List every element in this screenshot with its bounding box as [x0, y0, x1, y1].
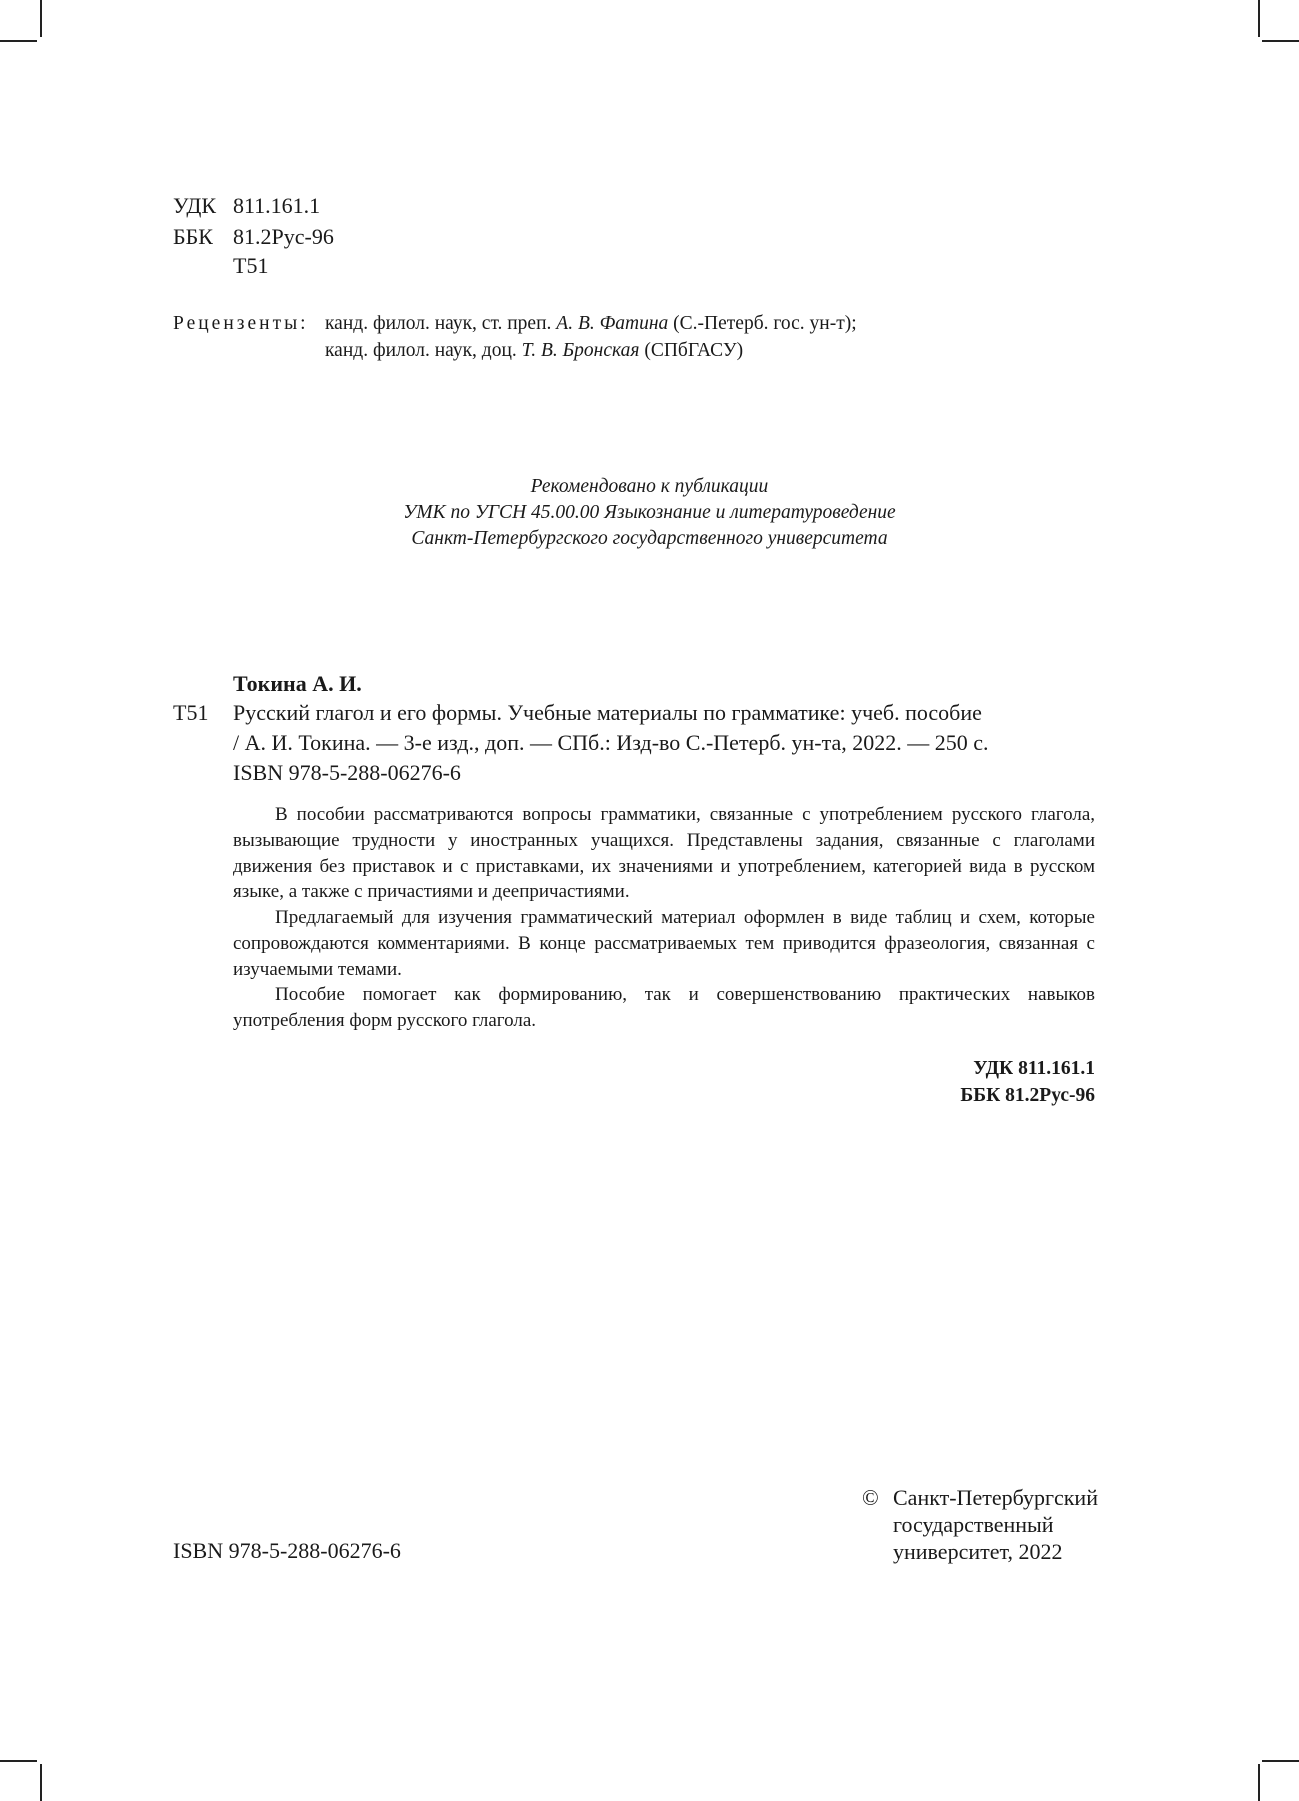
reviewer-1-degree: канд. филол. наук, ст. преп.: [325, 313, 552, 334]
reviewer-1-name: А. В. Фатина: [556, 313, 669, 334]
copyright-line-2: государственный: [893, 1512, 1054, 1537]
book-mark: Т51: [173, 700, 209, 725]
reviewer-2-degree: канд. филол. наук, доц.: [325, 340, 517, 361]
abstract-paragraph-2: Предлагаемый для изучения грамматический материал оформлен в виде таблиц и схем, которые сопровождаются комментариями. В конце рассматриваемых тем приводится фразеология, связанная с изучаемыми темами.: [233, 907, 1095, 980]
index-udk: УДК 811.161.1: [973, 1058, 1095, 1079]
recommendation-line-2: УМК по УГСН 45.00.00 Языкознание и литературоведение: [403, 502, 896, 523]
book-title-line: Русский глагол и его формы. Учебные материалы по грамматике: учеб. пособие: [233, 700, 982, 725]
crop-mark-top-left-vertical: [40, 0, 42, 37]
bbk-label: ББК: [173, 224, 213, 249]
crop-mark-top-right-vertical: [1258, 0, 1260, 37]
reviewer-1-affiliation: (С.-Петерб. гос. ун-т);: [673, 313, 857, 334]
abstract-paragraph-3: Пособие помогает как формированию, так и совершенствованию практических навыков употребления форм русского глагола.: [233, 984, 1095, 1031]
copyright-line-1: Санкт-Петербургский: [893, 1485, 1098, 1510]
index-bbk: ББК 81.2Рус-96: [960, 1085, 1095, 1106]
author-mark: Т51: [233, 253, 269, 278]
book-imprint-line: / А. И. Токина. — 3-е изд., доп. — СПб.: Изд-во С.-Петерб. ун-та, 2022. — 250 с.: [233, 730, 989, 755]
abstract-paragraph-1: В пособии рассматриваются вопросы грамматики, связанные с употреблением русского глагола, вызывающие трудности у иностранных учащихся. Представлены задания, связанные с глаголами движения без приставок и с приставками, их значениями и употреблением, категорией вида в русском языке, а также с причастиями и деепричастиями.: [233, 804, 1095, 903]
crop-mark-bottom-left-horizontal: [0, 1760, 37, 1762]
crop-mark-bottom-left-vertical: [40, 1764, 42, 1801]
udk-value: 811.161.1: [233, 193, 321, 218]
copyright-line-3: университет, 2022: [893, 1539, 1063, 1564]
crop-mark-top-right-horizontal: [1262, 40, 1299, 42]
book-author: Токина А. И.: [233, 671, 362, 696]
recommendation-line-3: Санкт-Петербургского государственного университета: [411, 528, 888, 549]
footer-isbn: ISBN 978-5-288-06276-6: [173, 1538, 401, 1563]
crop-mark-top-left-horizontal: [0, 40, 37, 42]
reviewers-label: Рецензенты:: [173, 313, 309, 334]
bbk-value: 81.2Рус-96: [233, 224, 334, 249]
reviewer-1: [325, 310, 857, 338]
crop-mark-bottom-right-vertical: [1258, 1764, 1260, 1801]
reviewer-2: [325, 337, 743, 365]
book-isbn: ISBN 978-5-288-06276-6: [233, 760, 461, 785]
recommendation-line-1: Рекомендовано к публикации: [530, 476, 769, 497]
reviewer-2-affiliation: (СПбГАСУ): [644, 340, 744, 361]
udk-label: УДК: [173, 193, 217, 218]
crop-mark-bottom-right-horizontal: [1262, 1760, 1299, 1762]
reviewer-2-name: Т. В. Бронская: [521, 340, 640, 361]
copyright-symbol: ©: [862, 1485, 879, 1510]
